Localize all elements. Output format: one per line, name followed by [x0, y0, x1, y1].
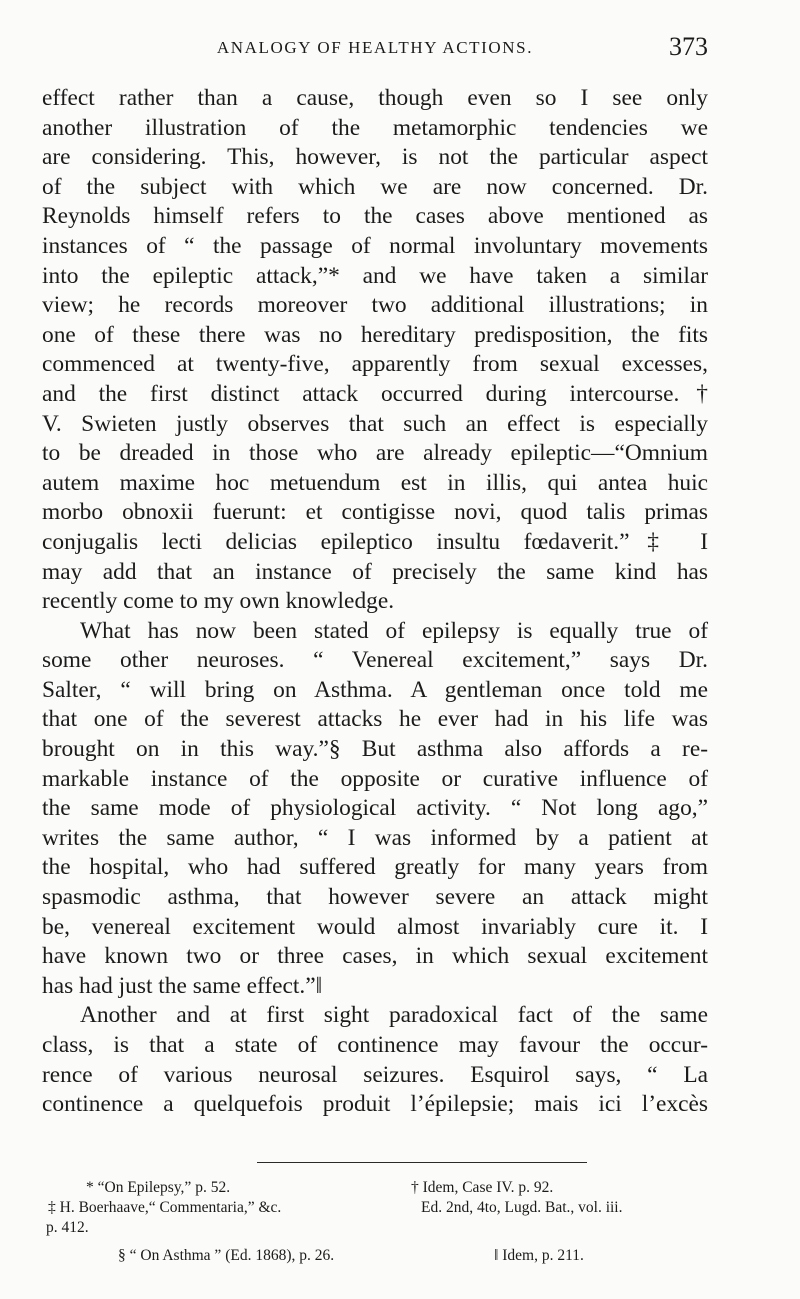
text-line: has had just the same effect.”‖: [42, 972, 323, 999]
footnote-boerhaave: ‡ H. Boerhaave,“ Commentaria,” &c.: [48, 1199, 282, 1216]
text-line: that one of the severest attacks he ever had in his life was: [42, 706, 708, 733]
text-line: to be dreaded in those who are already epileptic—“Omnium: [42, 440, 708, 467]
text-line: What has now been stated of epilepsy is equally true of: [80, 617, 708, 644]
text-line: Reynolds himself refers to the cases above mentioned as: [42, 203, 708, 230]
footnote-page-ref: p. 412.: [46, 1219, 89, 1236]
text-line: morbo obnoxii fuerunt: et contigisse novi, quod talis primas: [42, 499, 708, 526]
text-line: autem maxime hoc metuendum est in illis, qui antea huic: [42, 469, 708, 496]
text-line: Another and at first sight paradoxical fact of the same: [80, 1002, 708, 1029]
text-line: commenced at twenty-five, apparently from sexual excesses,: [42, 351, 708, 378]
footnote-asthma: § “ On Asthma ” (Ed. 1868), p. 26.: [118, 1247, 335, 1264]
text-line: rence of various neurosal seizures. Esquirol says, “ La: [42, 1061, 708, 1088]
page-number: 373: [669, 32, 708, 61]
text-line: view; he records moreover two additional illustrations; in: [42, 292, 708, 319]
footnote-row: [46, 1198, 714, 1218]
footnote-idem-page: ‖ Idem, p. 211.: [494, 1247, 584, 1264]
text-line: the hospital, who had suffered greatly for many years from: [42, 854, 708, 881]
text-line: continence a quelquefois produit l’épilepsie; mais ici l’excès: [42, 1091, 708, 1118]
footnotes: [46, 1178, 714, 1266]
text-line: effect rather than a cause, though even so I see only: [42, 85, 708, 111]
body-text: [42, 84, 708, 1120]
text-line: class, is that a state of continence may favour the occur-: [42, 1032, 708, 1058]
text-line: V. Swieten justly observes that such an effect is especially: [42, 410, 708, 437]
footnote-idem-case: † Idem, Case IV. p. 92.: [411, 1179, 554, 1196]
text-line: may add that an instance of precisely the same kind has: [42, 558, 708, 585]
text-line: recently come to my own knowledge.: [42, 588, 395, 615]
footnote-rule: [257, 1162, 587, 1163]
text-line: some other neuroses. “ Venereal excitement,” says Dr.: [42, 647, 708, 674]
footnote-row: [46, 1178, 714, 1198]
running-title: ANALOGY OF HEALTHY ACTIONS.: [216, 38, 534, 57]
footnote-row: [46, 1218, 714, 1238]
text-line: have known two or three cases, in which sexual excitement: [42, 943, 708, 970]
text-line: brought on in this way.”§ But asthma also affords a re-: [42, 736, 708, 763]
running-header: [42, 32, 708, 72]
text-line: writes the same author, “ I was informed by a patient at: [42, 824, 708, 851]
text-line: and the first distinct attack occurred during intercourse.†: [42, 380, 708, 407]
text-line: markable instance of the opposite or curative influence of: [42, 765, 708, 792]
footnote-epilepsy: * “On Epilepsy,” p. 52.: [86, 1179, 231, 1196]
footnote-edition: Ed. 2nd, 4to, Lugd. Bat., vol. iii.: [421, 1199, 623, 1216]
text-line: of the subject with which we are now concerned. Dr.: [42, 173, 708, 200]
text-line: into the epileptic attack,”* and we have taken a similar: [42, 262, 708, 289]
text-line: another illustration of the metamorphic tendencies we: [42, 114, 708, 141]
text-line: are considering. This, however, is not the particular aspect: [42, 144, 708, 171]
text-line: be, venereal excitement would almost invariably cure it. I: [42, 913, 708, 940]
text-line: Salter, “ will bring on Asthma. A gentleman once told me: [42, 676, 708, 703]
text-line: instances of “ the passage of normal involuntary movements: [42, 232, 708, 259]
footnote-row: [46, 1246, 714, 1266]
text-line: the same mode of physiological activity. “ Not long ago,”: [42, 795, 708, 822]
text-line: conjugalis lecti delicias epileptico insultu fœdaverit.”‡ I: [42, 528, 708, 555]
text-line: one of these there was no hereditary predisposition, the fits: [42, 321, 708, 348]
text-line: spasmodic asthma, that however severe an attack might: [42, 884, 708, 911]
